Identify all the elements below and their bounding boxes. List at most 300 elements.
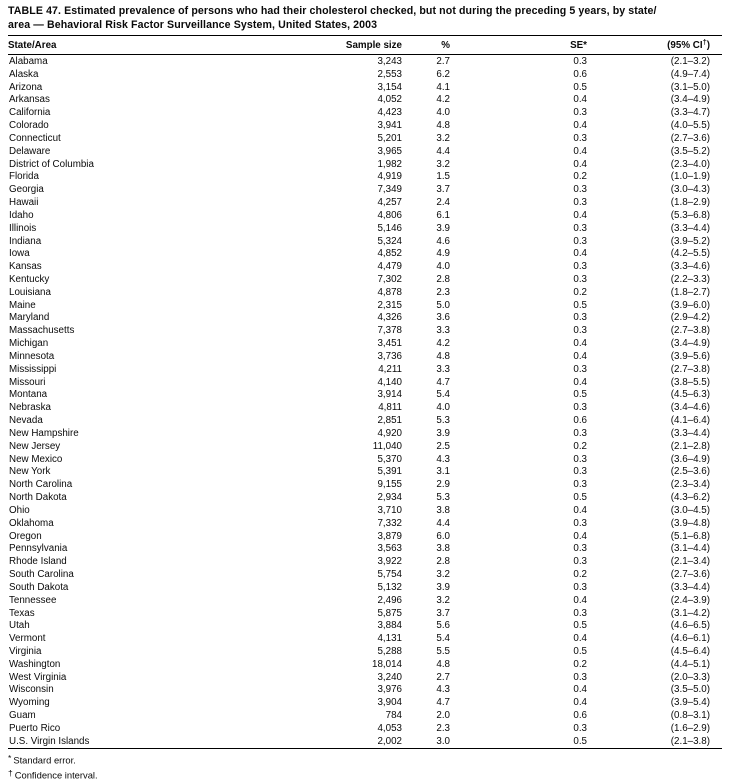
- percent-cell: 4.0: [436, 261, 450, 273]
- percent-cell: 4.1: [436, 81, 450, 93]
- sample-size-cell: 4,211: [378, 363, 402, 375]
- state-area-cell: Rhode Island: [9, 556, 67, 568]
- state-area-cell: Montana: [9, 389, 48, 401]
- state-area-cell: Maryland: [9, 312, 50, 324]
- sample-size-cell: 2,934: [377, 492, 402, 504]
- percent-cell: 5.3: [436, 415, 450, 427]
- footnote-standard-error: [8, 752, 722, 767]
- ci-cell: (1.8–2.7): [670, 286, 710, 298]
- table-row: [8, 196, 722, 209]
- table-row: [8, 658, 722, 671]
- se-cell: 0.2: [573, 658, 587, 670]
- state-area-cell: Louisiana: [9, 286, 51, 298]
- table-row: [8, 363, 722, 376]
- percent-cell: 3.9: [436, 222, 450, 234]
- state-area-cell: New Mexico: [9, 453, 63, 465]
- percent-cell: 4.4: [436, 517, 450, 529]
- state-area-cell: Nebraska: [9, 402, 51, 414]
- table-row: [8, 684, 722, 697]
- sample-size-cell: 3,736: [377, 350, 402, 362]
- percent-cell: 3.9: [436, 581, 450, 593]
- col-header-state-area: State/Area: [8, 36, 330, 55]
- table-row: [8, 542, 722, 555]
- table-row: [8, 414, 722, 427]
- table-row: [8, 119, 722, 132]
- table-row: [8, 145, 722, 158]
- percent-cell: 6.0: [436, 530, 450, 542]
- sample-size-cell: 5,754: [377, 569, 402, 581]
- table-body: [8, 55, 722, 749]
- percent-cell: 3.2: [436, 158, 450, 170]
- se-cell: 0.3: [573, 312, 587, 324]
- state-area-cell: Utah: [9, 620, 30, 632]
- state-area-cell: Oklahoma: [9, 517, 54, 529]
- table-title-line-1: TABLE 47. Estimated prevalence of persons who had their cholesterol checked, but not during the preceding 5 years, by state/: [8, 5, 657, 17]
- table-row: [8, 170, 722, 183]
- se-cell: 0.3: [573, 325, 587, 337]
- percent-cell: 5.0: [436, 299, 450, 311]
- se-cell: 0.4: [573, 94, 587, 106]
- ci-header-prefix: (95% CI: [667, 40, 703, 51]
- col-header-sample-size: Sample size: [330, 36, 410, 55]
- col-header-percent: %: [410, 36, 460, 55]
- state-area-cell: Alaska: [9, 68, 39, 80]
- se-cell: 0.4: [573, 504, 587, 516]
- percent-cell: 4.7: [436, 376, 450, 388]
- ci-cell: (3.3–4.4): [670, 222, 710, 234]
- se-cell: 0.5: [573, 389, 587, 401]
- state-area-cell: Washington: [9, 658, 61, 670]
- sample-size-cell: 18,014: [372, 658, 402, 670]
- percent-cell: 3.8: [436, 504, 450, 516]
- sample-size-cell: 3,914: [377, 389, 402, 401]
- state-area-cell: Pennsylvania: [9, 543, 68, 555]
- sample-size-cell: 4,811: [378, 402, 402, 414]
- prevalence-table: [8, 36, 722, 749]
- sample-size-cell: 784: [385, 710, 402, 722]
- se-cell: 0.4: [573, 530, 587, 542]
- se-cell: 0.4: [573, 684, 587, 696]
- table-row: [8, 427, 722, 440]
- table-row: [8, 568, 722, 581]
- sample-size-cell: 5,201: [377, 132, 402, 144]
- percent-cell: 4.8: [436, 350, 450, 362]
- ci-cell: (4.6–6.5): [670, 620, 710, 632]
- se-cell: 0.2: [573, 569, 587, 581]
- ci-cell: (2.3–4.0): [670, 158, 710, 170]
- sample-size-cell: 1,982: [377, 158, 402, 170]
- se-cell: 0.6: [573, 415, 587, 427]
- sample-size-cell: 4,852: [377, 248, 402, 260]
- se-cell: 0.3: [573, 517, 587, 529]
- table-row: [8, 453, 722, 466]
- sample-size-cell: 3,154: [377, 81, 402, 93]
- header-row: [8, 36, 722, 55]
- table-row: [8, 376, 722, 389]
- ci-cell: (4.5–6.4): [670, 646, 710, 657]
- state-area-cell: Oregon: [9, 530, 42, 542]
- sample-size-cell: 11,040: [372, 440, 402, 452]
- ci-cell: (4.3–6.2): [670, 492, 710, 504]
- state-area-cell: U.S. Virgin Islands: [9, 735, 90, 747]
- state-area-cell: Arkansas: [9, 94, 50, 106]
- state-area-cell: Michigan: [9, 338, 49, 350]
- ci-cell: (3.9–5.6): [670, 350, 710, 362]
- sample-size-cell: 2,496: [377, 594, 402, 606]
- percent-cell: 4.3: [436, 453, 450, 465]
- table-row: [8, 158, 722, 171]
- state-area-cell: Kentucky: [9, 273, 50, 285]
- sample-size-cell: 3,965: [377, 145, 402, 157]
- table-row: [8, 183, 722, 196]
- table-row: [8, 68, 722, 81]
- percent-cell: 3.9: [436, 427, 450, 439]
- sample-size-cell: 4,878: [377, 286, 402, 298]
- se-cell: 0.6: [573, 68, 587, 80]
- table-row: [8, 466, 722, 479]
- sample-size-cell: 3,941: [377, 120, 402, 132]
- state-area-cell: District of Columbia: [9, 158, 94, 170]
- percent-cell: 4.9: [436, 248, 450, 260]
- sample-size-cell: 2,553: [377, 68, 402, 80]
- state-area-cell: California: [9, 107, 51, 119]
- sample-size-cell: 7,302: [377, 273, 402, 285]
- col-header-confidence-interval: [595, 36, 722, 55]
- state-area-cell: Tennessee: [9, 594, 57, 606]
- percent-cell: 3.7: [436, 184, 450, 196]
- sample-size-cell: 4,140: [377, 376, 402, 388]
- sample-size-cell: 3,240: [377, 671, 402, 683]
- ci-cell: (3.4–4.9): [670, 94, 710, 106]
- percent-cell: 3.1: [436, 466, 450, 478]
- table-row: [8, 337, 722, 350]
- sample-size-cell: 4,131: [377, 633, 402, 645]
- state-area-cell: Virginia: [9, 646, 42, 657]
- percent-cell: 4.7: [436, 697, 450, 709]
- ci-cell: (3.3–4.7): [670, 107, 710, 119]
- ci-cell: (2.7–3.8): [670, 325, 710, 337]
- sample-size-cell: 3,904: [377, 697, 402, 709]
- state-area-cell: Massachusetts: [9, 325, 75, 337]
- sample-size-cell: 2,002: [377, 735, 402, 747]
- ci-cell: (1.6–2.9): [670, 722, 710, 734]
- percent-cell: 4.4: [436, 145, 450, 157]
- ci-cell: (4.2–5.5): [670, 248, 710, 260]
- se-cell: 0.3: [573, 722, 587, 734]
- ci-cell: (4.6–6.1): [670, 633, 710, 645]
- state-area-cell: West Virginia: [9, 671, 67, 683]
- state-area-cell: Missouri: [9, 376, 46, 388]
- sample-size-cell: 5,370: [377, 453, 402, 465]
- ci-cell: (2.7–3.8): [670, 363, 710, 375]
- sample-size-cell: 3,884: [377, 620, 402, 632]
- ci-cell: (3.3–4.4): [670, 581, 710, 593]
- percent-cell: 3.2: [436, 569, 450, 581]
- se-cell: 0.3: [573, 235, 587, 247]
- percent-cell: 5.3: [436, 492, 450, 504]
- ci-cell: (3.5–5.0): [670, 684, 710, 696]
- ci-cell: (2.7–3.6): [670, 569, 710, 581]
- state-area-cell: Puerto Rico: [9, 722, 61, 734]
- se-cell: 0.3: [573, 466, 587, 478]
- sample-size-cell: 7,378: [377, 325, 402, 337]
- state-area-cell: Texas: [9, 607, 35, 619]
- table-row: [8, 645, 722, 658]
- percent-cell: 2.5: [436, 440, 450, 452]
- sample-size-cell: 5,132: [377, 581, 402, 593]
- ci-cell: (3.4–4.9): [670, 338, 710, 350]
- table-title-line-2: area — Behavioral Risk Factor Surveillance System, United States, 2003: [8, 18, 378, 31]
- se-cell: 0.4: [573, 633, 587, 645]
- sample-size-cell: 3,922: [377, 556, 402, 568]
- ci-cell: (2.4–3.9): [670, 594, 710, 606]
- table-row: [8, 55, 722, 68]
- sample-size-cell: 7,349: [377, 184, 402, 196]
- ci-cell: (3.4–4.6): [670, 402, 710, 414]
- table-row: [8, 260, 722, 273]
- sample-size-cell: 3,243: [377, 55, 402, 67]
- percent-cell: 3.0: [436, 735, 450, 747]
- ci-cell: (2.3–3.4): [670, 479, 710, 491]
- table-row: [8, 81, 722, 94]
- table-row: [8, 491, 722, 504]
- percent-cell: 3.2: [436, 132, 450, 144]
- ci-cell: (3.3–4.6): [670, 261, 710, 273]
- table-row: [8, 235, 722, 248]
- table-row: [8, 478, 722, 491]
- se-cell: 0.4: [573, 350, 587, 362]
- se-cell: 0.3: [573, 261, 587, 273]
- state-area-cell: New York: [9, 466, 51, 478]
- table-row: [8, 106, 722, 119]
- se-cell: 0.5: [573, 492, 587, 504]
- sample-size-cell: 3,563: [377, 543, 402, 555]
- ci-cell: (3.1–4.4): [670, 543, 710, 555]
- sample-size-cell: 7,332: [377, 517, 402, 529]
- table-title: [8, 5, 722, 36]
- state-area-cell: South Dakota: [9, 581, 69, 593]
- percent-cell: 2.3: [436, 286, 450, 298]
- state-area-cell: Mississippi: [9, 363, 57, 375]
- footnote-confidence-interval: [8, 767, 722, 782]
- percent-cell: 3.3: [436, 363, 450, 375]
- ci-cell: (2.1–3.8): [670, 735, 710, 747]
- ci-cell: (2.0–3.3): [670, 671, 710, 683]
- table-row: [8, 312, 722, 325]
- ci-cell: (5.3–6.8): [670, 209, 710, 221]
- state-area-cell: Guam: [9, 710, 36, 722]
- se-cell: 0.2: [573, 171, 587, 183]
- percent-cell: 4.2: [436, 338, 450, 350]
- dagger-symbol: †: [8, 767, 13, 778]
- se-cell: 0.2: [573, 440, 587, 452]
- percent-cell: 6.2: [436, 68, 450, 80]
- ci-cell: (3.3–4.4): [670, 427, 710, 439]
- se-cell: 0.3: [573, 581, 587, 593]
- table-row: [8, 555, 722, 568]
- percent-cell: 5.4: [436, 633, 450, 645]
- percent-cell: 1.5: [436, 171, 450, 183]
- percent-cell: 3.3: [436, 325, 450, 337]
- sample-size-cell: 5,875: [377, 607, 402, 619]
- sample-size-cell: 2,315: [377, 299, 402, 311]
- ci-cell: (1.8–2.9): [670, 197, 710, 209]
- sample-size-cell: 3,710: [377, 504, 402, 516]
- sample-size-cell: 2,851: [377, 415, 402, 427]
- ci-cell: (5.1–6.8): [670, 530, 710, 542]
- se-cell: 0.3: [573, 363, 587, 375]
- percent-cell: 6.1: [436, 209, 450, 221]
- table-row: [8, 530, 722, 543]
- percent-cell: 3.2: [436, 594, 450, 606]
- state-area-cell: Georgia: [9, 184, 44, 196]
- sample-size-cell: 4,919: [377, 171, 402, 183]
- se-cell: 0.2: [573, 286, 587, 298]
- percent-cell: 2.8: [436, 556, 450, 568]
- percent-cell: 4.2: [436, 94, 450, 106]
- sample-size-cell: 4,257: [377, 197, 402, 209]
- table-row: [8, 517, 722, 530]
- sample-size-cell: 4,479: [377, 261, 402, 273]
- percent-cell: 4.0: [436, 402, 450, 414]
- table-row: [8, 389, 722, 402]
- table-row: [8, 696, 722, 709]
- ci-cell: (2.9–4.2): [670, 312, 710, 324]
- se-cell: 0.3: [573, 607, 587, 619]
- table-row: [8, 222, 722, 235]
- state-area-cell: Kansas: [9, 261, 42, 273]
- state-area-cell: Minnesota: [9, 350, 55, 362]
- state-area-cell: North Dakota: [9, 492, 67, 504]
- percent-cell: 2.4: [436, 197, 450, 209]
- col-header-standard-error: SE*: [460, 36, 595, 55]
- table-row: [8, 722, 722, 735]
- percent-cell: 4.8: [436, 120, 450, 132]
- footnote-confidence-interval-text: Confidence interval.: [14, 769, 98, 781]
- percent-cell: 5.5: [436, 646, 450, 657]
- percent-cell: 2.9: [436, 479, 450, 491]
- percent-cell: 5.4: [436, 389, 450, 401]
- percent-cell: 5.6: [436, 620, 450, 632]
- table-row: [8, 350, 722, 363]
- ci-cell: (3.5–5.2): [670, 145, 710, 157]
- sample-size-cell: 4,052: [377, 94, 402, 106]
- sample-size-cell: 3,451: [377, 338, 402, 350]
- se-cell: 0.4: [573, 158, 587, 170]
- se-cell: 0.5: [573, 646, 587, 657]
- se-cell: 0.4: [573, 248, 587, 260]
- se-cell: 0.5: [573, 620, 587, 632]
- state-area-cell: Hawaii: [9, 197, 39, 209]
- ci-cell: (3.8–5.5): [670, 376, 710, 388]
- se-cell: 0.3: [573, 222, 587, 234]
- ci-cell: (4.9–7.4): [670, 68, 710, 80]
- asterisk-symbol: *: [8, 752, 12, 763]
- state-area-cell: Vermont: [9, 633, 46, 645]
- ci-cell: (3.9–5.2): [670, 235, 710, 247]
- ci-cell: (3.9–6.0): [670, 299, 710, 311]
- table-row: [8, 671, 722, 684]
- sample-size-cell: 4,806: [377, 209, 402, 221]
- table-row: [8, 607, 722, 620]
- ci-cell: (3.0–4.5): [670, 504, 710, 516]
- ci-header-suffix: ): [706, 40, 710, 51]
- state-area-cell: Illinois: [9, 222, 37, 234]
- table-row: [8, 735, 722, 748]
- ci-cell: (3.9–4.8): [670, 517, 710, 529]
- table-row: [8, 619, 722, 632]
- percent-cell: 4.8: [436, 658, 450, 670]
- se-cell: 0.4: [573, 120, 587, 132]
- sample-size-cell: 5,146: [377, 222, 402, 234]
- table-row: [8, 581, 722, 594]
- ci-cell: (2.5–3.6): [670, 466, 710, 478]
- table-row: [8, 299, 722, 312]
- sample-size-cell: 5,324: [377, 235, 402, 247]
- se-cell: 0.3: [573, 184, 587, 196]
- sample-size-cell: 4,053: [377, 722, 402, 734]
- ci-cell: (3.1–4.2): [670, 607, 710, 619]
- ci-header-dagger: †: [702, 37, 707, 47]
- percent-cell: 3.7: [436, 607, 450, 619]
- ci-cell: (1.0–1.9): [670, 171, 710, 183]
- se-cell: 0.3: [573, 671, 587, 683]
- ci-cell: (2.2–3.3): [670, 273, 710, 285]
- table-row: [8, 504, 722, 517]
- se-cell: 0.4: [573, 209, 587, 221]
- ci-cell: (4.5–6.3): [670, 389, 710, 401]
- state-area-cell: Iowa: [9, 248, 30, 260]
- percent-cell: 2.0: [436, 710, 450, 722]
- se-cell: 0.4: [573, 376, 587, 388]
- table-row: [8, 209, 722, 222]
- table-row: [8, 273, 722, 286]
- se-cell: 0.4: [573, 145, 587, 157]
- state-area-cell: Colorado: [9, 120, 49, 132]
- table-row: [8, 709, 722, 722]
- table-row: [8, 594, 722, 607]
- table-row: [8, 632, 722, 645]
- state-area-cell: Connecticut: [9, 132, 61, 144]
- sample-size-cell: 4,920: [377, 427, 402, 439]
- ci-cell: (3.0–4.3): [670, 184, 710, 196]
- sample-size-cell: 4,326: [377, 312, 402, 324]
- sample-size-cell: 5,288: [377, 646, 402, 657]
- state-area-cell: New Jersey: [9, 440, 61, 452]
- ci-cell: (3.9–5.4): [670, 697, 710, 709]
- footnotes: [8, 749, 722, 782]
- percent-cell: 2.7: [436, 671, 450, 683]
- se-cell: 0.3: [573, 479, 587, 491]
- table-row: [8, 132, 722, 145]
- percent-cell: 3.6: [436, 312, 450, 324]
- percent-cell: 3.8: [436, 543, 450, 555]
- ci-cell: (2.1–3.4): [670, 556, 710, 568]
- ci-cell: (2.1–2.8): [670, 440, 710, 452]
- se-cell: 0.3: [573, 402, 587, 414]
- state-area-cell: South Carolina: [9, 569, 74, 581]
- state-area-cell: Alabama: [9, 55, 48, 67]
- sample-size-cell: 9,155: [377, 479, 402, 491]
- se-cell: 0.3: [573, 556, 587, 568]
- ci-cell: (2.1–3.2): [670, 55, 710, 67]
- sample-size-cell: 3,879: [377, 530, 402, 542]
- percent-cell: 2.7: [436, 55, 450, 67]
- table-row: [8, 401, 722, 414]
- percent-cell: 2.3: [436, 722, 450, 734]
- se-cell: 0.3: [573, 273, 587, 285]
- state-area-cell: Delaware: [9, 145, 51, 157]
